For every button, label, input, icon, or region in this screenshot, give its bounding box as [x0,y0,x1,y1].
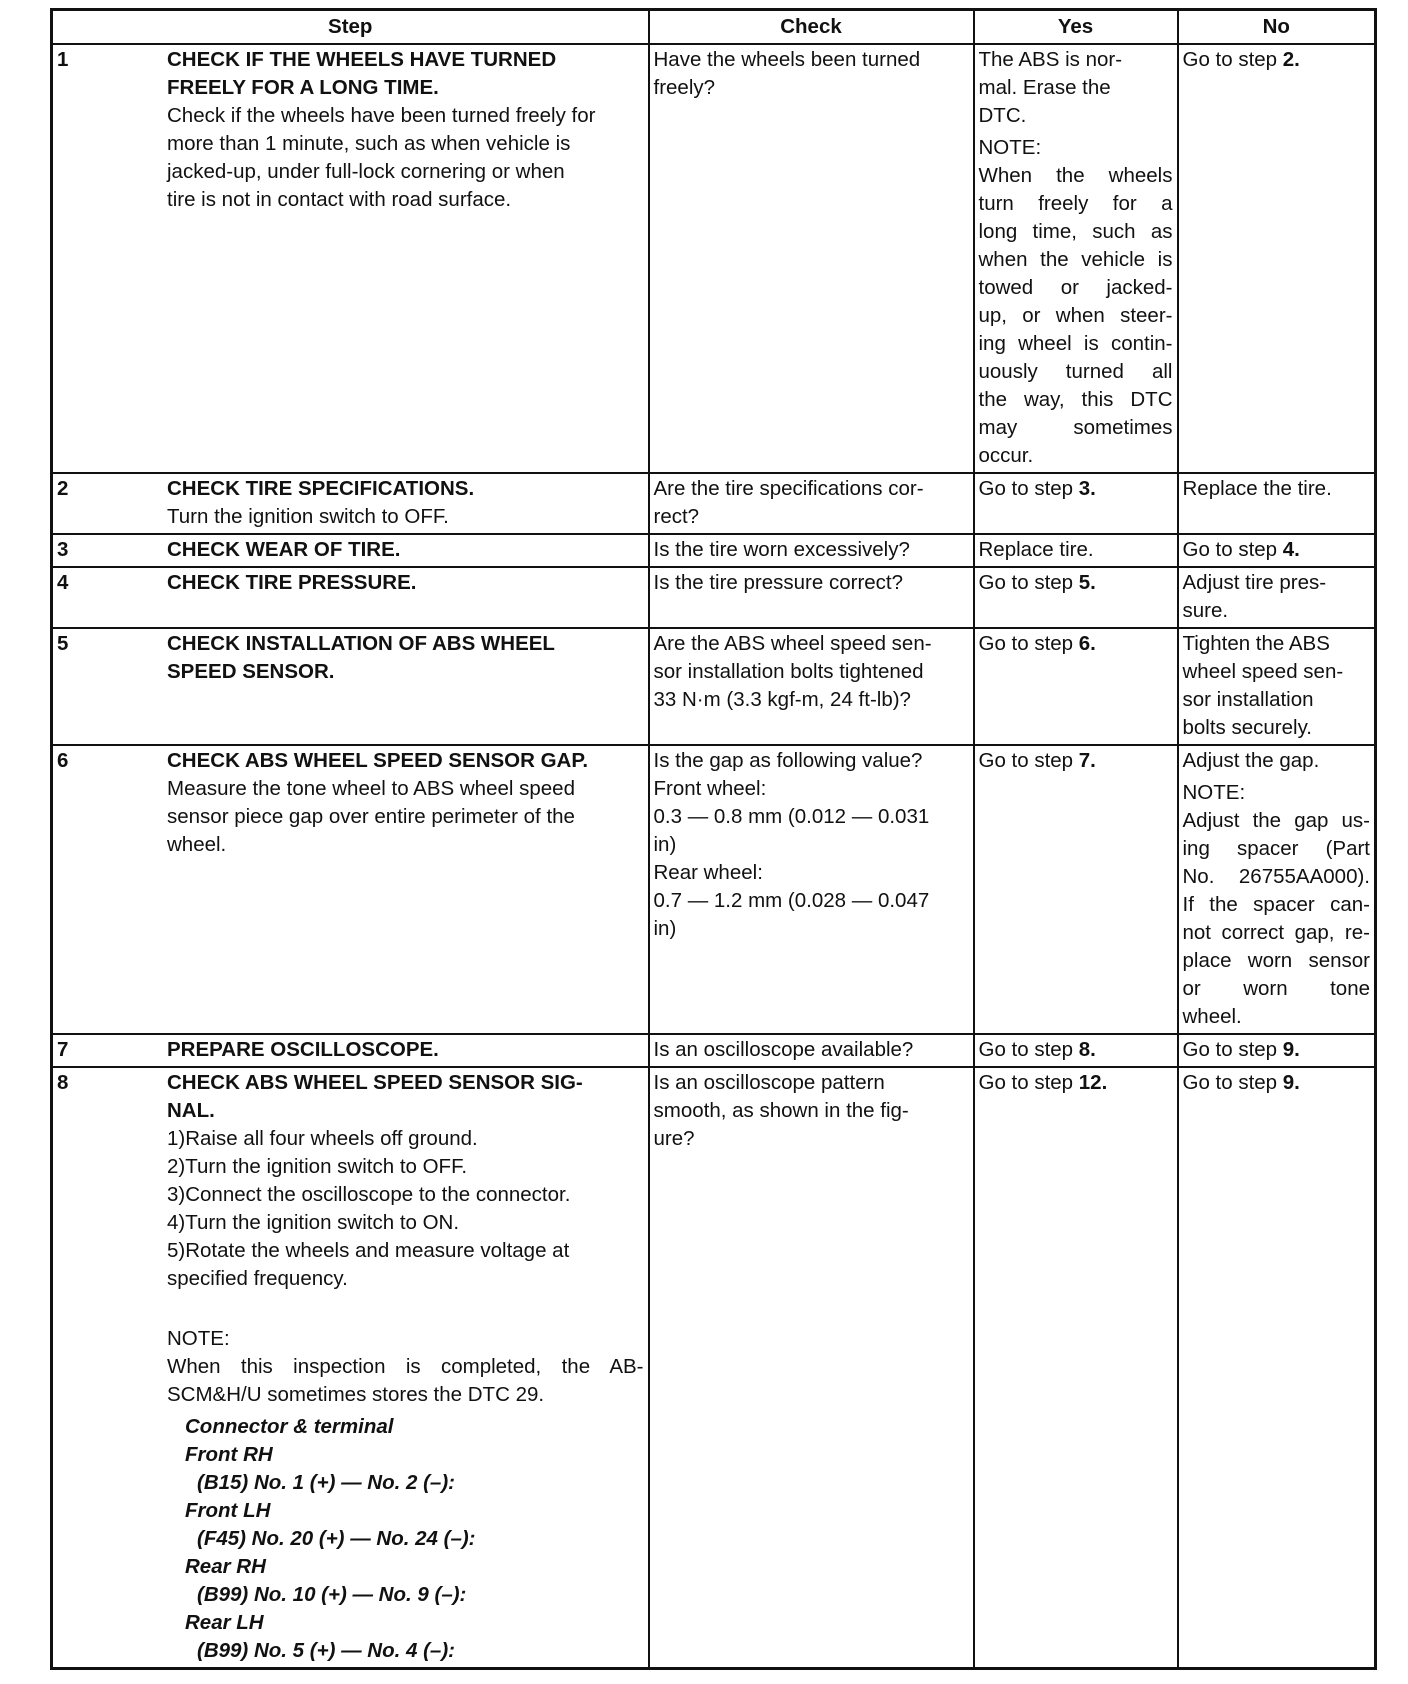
step-title: CHECK ABS WHEEL SPEED SENSOR SIG- NAL. [167,1071,583,1122]
step-number: 1 [57,48,69,71]
yes-cell: Go to step 12. [974,1067,1178,1669]
header-row [52,10,1376,45]
spacer [167,1293,644,1321]
yes-cell: Go to step 8. [974,1034,1178,1067]
step-title: CHECK TIRE SPECIFICATIONS. [167,477,475,500]
connector-rear-rh: Rear RH [185,1555,266,1578]
step-title: CHECK TIRE PRESSURE. [167,571,417,594]
step-cell [52,44,649,473]
connector-heading: Connector & terminal [185,1415,394,1438]
step-title: PREPARE OSCILLOSCOPE. [167,1038,439,1061]
table-row [52,628,1376,745]
check-cell: Are the ABS wheel speed sen- sor installation bolts tightened 33 N·m (3.3 kgf-m, 24 ft-lb)? [649,628,974,745]
header-check: Check [649,10,974,45]
yes-cell: Go to step 3. [974,473,1178,534]
no-cell: Adjust tire pres- sure. [1178,567,1376,628]
yes-cell: Go to step 5. [974,567,1178,628]
step-cell [52,745,649,1034]
step-number: 7 [57,1038,69,1061]
connector-front-lh: Front LH [185,1499,271,1522]
no-cell: Go to step 4. [1178,534,1376,567]
note-text: When this inspection is completed, the AB- SCM&H/U sometimes stores the DTC 29. [167,1355,644,1406]
yes-cell: Go to step 6. [974,628,1178,745]
check-cell: Is the tire pressure correct? [649,567,974,628]
check-cell: Is the gap as following value? Front wheel: 0.3 — 0.8 mm (0.012 — 0.031 in) Rear wheel: 0.7 — 1.2 mm (0.028 — 0.047 in) [649,745,974,1034]
step-title: CHECK IF THE WHEELS HAVE TURNED FREELY FOR A LONG TIME. [167,48,557,99]
step-cell [52,1034,649,1067]
note-label: NOTE: [1182,781,1246,804]
no-cell: Adjust the gap. NOTE: Adjust the gap us- ing spacer (Part No. 26755AA000). If the spacer can- not correct gap, re- place worn sensor or worn tone wheel. [1178,745,1376,1034]
step-cell [52,628,649,745]
header-step: Step [52,10,649,45]
no-cell: Replace the tire. [1178,473,1376,534]
no-cell: Tighten the ABS wheel speed sen- sor installation bolts securely. [1178,628,1376,745]
step-title: CHECK ABS WHEEL SPEED SENSOR GAP. [167,749,589,772]
step-cell [52,534,649,567]
note-text: Adjust the gap us- ing spacer (Part No. 26755AA000). If the spacer can- not correct gap, re- place worn sensor or worn tone wheel. [1182,809,1370,1028]
no-cell: Go to step 2. [1178,44,1376,473]
connector-rear-lh: Rear LH [185,1611,264,1634]
table-row [52,745,1376,1034]
check-cell: Is an oscilloscope available? [649,1034,974,1067]
step-cell [52,1067,649,1669]
step-title: CHECK WEAR OF TIRE. [167,538,401,561]
header-yes: Yes [974,10,1178,45]
check-cell: Is an oscilloscope pattern smooth, as shown in the fig- ure? [649,1067,974,1669]
check-cell: Have the wheels been turned freely? [649,44,974,473]
table-row [52,567,1376,628]
table-row [52,1034,1376,1067]
table-row [52,473,1376,534]
connector-front-rh: Front RH [185,1443,273,1466]
connector-rear-lh-pins: (B99) No. 5 (+) — No. 4 (–): [197,1639,455,1662]
yes-cell: The ABS is nor- mal. Erase the DTC. NOTE: When the wheels turn freely for a long time, such as when the vehicle is towed or jacked- up, or when steer- ing wheel is contin- uously turned all the way, this DTC may sometimes occur. [974,44,1178,473]
step-number: 4 [57,571,69,594]
connector-rear-rh-pins: (B99) No. 10 (+) — No. 9 (–): [197,1583,467,1606]
step-description: Check if the wheels have been turned freely for more than 1 minute, such as when vehicle is jacked-up, under full-lock cornering or when tire is not in contact with road surface. [167,104,596,211]
step-number: 6 [57,749,69,772]
step-number: 3 [57,538,69,561]
connector-front-rh-pins: (B15) No. 1 (+) — No. 2 (–): [197,1471,455,1494]
table-row [52,534,1376,567]
yes-cell: Go to step 7. [974,745,1178,1034]
note-text: When the wheels turn freely for a long time, such as when the vehicle is towed or jacked- up, or when steer- ing wheel is contin- uously turned all the way, this DTC may sometimes occur. [978,164,1173,467]
step-description: Turn the ignition switch to OFF. [167,505,449,528]
no-cell: Go to step 9. [1178,1067,1376,1669]
yes-cell: Replace tire. [974,534,1178,567]
check-cell: Is the tire worn excessively? [649,534,974,567]
check-cell: Are the tire specifications cor- rect? [649,473,974,534]
step-title: CHECK INSTALLATION OF ABS WHEEL SPEED SENSOR. [167,632,555,683]
table-row [52,44,1376,473]
step-cell [52,567,649,628]
header-no: No [1178,10,1376,45]
step-number: 8 [57,1071,69,1094]
step-number: 2 [57,477,69,500]
step-cell [52,473,649,534]
note-label: NOTE: [978,136,1042,159]
step-description: Measure the tone wheel to ABS wheel speed sensor piece gap over entire perimeter of the wheel. [167,777,575,856]
diagnostic-table [50,8,1377,1670]
step-description: 1)Raise all four wheels off ground. 2)Turn the ignition switch to OFF. 3)Connect the oscilloscope to the connector. 4)Turn the ignition switch to ON. 5)Rotate the wheels and measure voltage at specified frequency. [167,1127,571,1290]
no-cell: Go to step 9. [1178,1034,1376,1067]
step-number: 5 [57,632,69,655]
note-label: NOTE: [167,1327,230,1350]
connector-front-lh-pins: (F45) No. 20 (+) — No. 24 (–): [197,1527,476,1550]
table-row [52,1067,1376,1669]
